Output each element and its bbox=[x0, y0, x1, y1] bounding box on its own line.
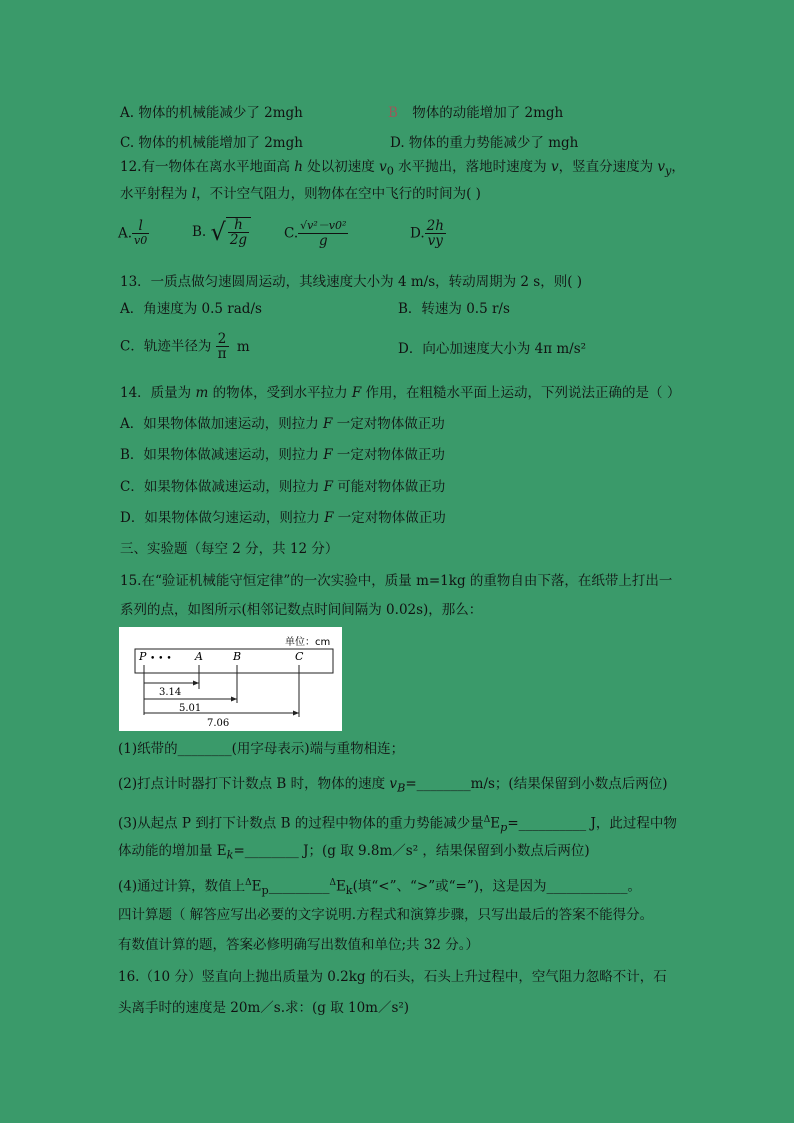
q14-text: 作用，在粗糙水平面上运动，下列说法正确的是（ ） bbox=[361, 385, 681, 401]
sqrt-sign-icon: √ bbox=[300, 219, 308, 232]
arrowhead-icon bbox=[231, 697, 237, 702]
q14-var-f: F bbox=[323, 447, 333, 463]
q15-part-1: (1)纸带的________(用字母表示)端与重物相连； bbox=[118, 741, 405, 757]
paper-tape-diagram bbox=[119, 627, 342, 731]
q14-text: C．如果物体做减速运动，则拉力 bbox=[120, 479, 324, 495]
q15-sub: p bbox=[500, 821, 508, 835]
q15-part-4 bbox=[118, 874, 641, 900]
q15-stem-line1: 15.在“验证机械能守恒定律”的一次实验中，质量 m=1kg 的重物自由下落，在纸带上打出一 bbox=[120, 573, 673, 589]
q15-text: _________ bbox=[268, 878, 330, 895]
q12-option-a-den: v0 bbox=[134, 234, 148, 247]
q14-text: 一定对物体做正功 bbox=[332, 447, 445, 463]
q12-option-c-num: v²－v0² bbox=[307, 219, 347, 232]
q12-var-v0: v bbox=[379, 159, 387, 175]
q13-option-c-unit: m bbox=[236, 338, 250, 355]
q12-text: 处以初速度 bbox=[302, 159, 380, 175]
q15-text: =__________ J，此过程中物 bbox=[507, 815, 677, 832]
q15-sub: p bbox=[261, 884, 269, 898]
q15-text: E bbox=[490, 815, 501, 832]
q12-option-b-num: h bbox=[228, 218, 249, 233]
q12-option-d bbox=[410, 219, 446, 248]
q12-stem-line2 bbox=[120, 185, 481, 203]
q14-var-f: F bbox=[323, 479, 333, 495]
distance-pb: 5.01 bbox=[179, 703, 202, 714]
q12-option-c bbox=[284, 219, 348, 248]
q12-option-a-num: l bbox=[132, 219, 149, 234]
distance-pc: 7.06 bbox=[207, 718, 230, 729]
q12-text: 水平射程为 bbox=[120, 186, 192, 202]
q13-stem: 13．一质点做匀速圆周运动，其线速度大小为 4 m/s，转动周期为 2 s，则( ) bbox=[120, 274, 583, 290]
q15-text: (4)通过计算，数值上 bbox=[118, 878, 246, 895]
point-label-c: C bbox=[295, 650, 304, 663]
q12-text: ，不计空气阻力，则物体在空中飞行的时间为( ) bbox=[196, 186, 481, 202]
q15-text: (填“<”、“>”或“=”)，这是因为____________。 bbox=[352, 878, 642, 895]
q12-option-d-den: vy bbox=[427, 233, 443, 249]
intermediate-dots: • • • bbox=[150, 654, 172, 664]
q12-var-v: v bbox=[550, 159, 559, 175]
q14-text: 14．质量为 bbox=[120, 385, 196, 401]
q14-option-a bbox=[120, 415, 445, 433]
q13-option-a: A．角速度为 0.5 rad/s bbox=[120, 301, 262, 317]
q15-text: E bbox=[335, 878, 346, 895]
q13-option-b: B．转速为 0.5 r/s bbox=[398, 301, 510, 317]
q15-part-3-line2 bbox=[118, 842, 590, 865]
q14-text: D．如果物体做匀速运动，则拉力 bbox=[120, 510, 325, 526]
q15-part-3-line1 bbox=[118, 811, 677, 837]
q14-text: A．如果物体做加速运动，则拉力 bbox=[120, 416, 324, 432]
point-label-b: B bbox=[233, 650, 242, 663]
q14-var-f: F bbox=[351, 385, 362, 401]
distance-pa: 3.14 bbox=[159, 687, 182, 698]
q15-text: =________m/s；(结果保留到小数点后两位) bbox=[405, 776, 668, 792]
q13-option-c bbox=[120, 332, 250, 361]
q12-option-d-num: 2h bbox=[426, 218, 444, 234]
q12-var-h: h bbox=[294, 159, 303, 175]
q14-text: 的物体，受到水平拉力 bbox=[208, 385, 352, 401]
q12-option-c-den: g bbox=[318, 233, 328, 249]
q12-option-a-label: A. bbox=[118, 225, 133, 242]
q15-text: E bbox=[251, 878, 262, 895]
q12-var-vy: v bbox=[657, 159, 666, 175]
q16-stem-line1: 16.（10 分）竖直向上抛出质量为 0.2kg 的石头，石头上升过程中，空气阻力忽略不计，石 bbox=[118, 969, 667, 985]
q11-option-d: D. 物体的重力势能减少了 mgh bbox=[390, 135, 579, 151]
q15-stem-line2: 系列的点，如图所示(相邻记数点时间间隔为 0.02s)，那么： bbox=[120, 602, 483, 618]
q12-option-a bbox=[118, 219, 149, 248]
q12-option-c-label: C. bbox=[284, 225, 299, 242]
q12-text: ，竖直分速度为 bbox=[558, 159, 658, 175]
q12-stem-line1 bbox=[120, 158, 685, 181]
delta-icon: Δ bbox=[483, 815, 491, 825]
q12-text: 12.有一物体在离水平地面高 bbox=[120, 159, 295, 175]
delta-icon: Δ bbox=[329, 878, 336, 888]
q15-sub: k bbox=[345, 884, 353, 898]
q13-option-c-text: C．轨迹半径为 bbox=[120, 338, 212, 355]
paper-tape-figure bbox=[119, 627, 342, 731]
q15-var-vb: v bbox=[389, 776, 398, 792]
q15-text: (3)从起点 P 到打下计数点 B 的过程中物体的重力势能减少量 bbox=[118, 815, 484, 832]
q15-text: =________ J；(g 取 9.8m／s² ，结果保留到小数点后两位) bbox=[233, 843, 590, 859]
q15-text: (2)打点计时器打下计数点 B 时，物体的速度 bbox=[118, 776, 390, 792]
q14-var-m: m bbox=[195, 385, 209, 401]
section-3-heading: 三、实验题（每空 2 分，共 12 分） bbox=[120, 541, 339, 557]
q11-option-a: A. 物体的机械能减少了 2mgh bbox=[120, 105, 303, 121]
q14-option-b bbox=[120, 446, 445, 464]
q12-text: ， bbox=[671, 159, 685, 175]
q13-option-c-den: π bbox=[217, 346, 227, 362]
q14-text: 一定对物体做正功 bbox=[332, 416, 445, 432]
q11-option-b bbox=[388, 104, 563, 122]
q16-stem-line2: 头离手时的速度是 20m／s.求：(g 取 10m／s²) bbox=[118, 1000, 410, 1016]
q12-text: 水平抛出，落地时速度为 bbox=[393, 159, 551, 175]
sqrt-sign-icon: √ bbox=[210, 218, 226, 246]
q15-part-2 bbox=[118, 775, 667, 798]
q12-option-b-label: B. bbox=[192, 224, 207, 240]
q11-option-b-letter: B bbox=[388, 105, 398, 121]
arrowhead-icon bbox=[193, 681, 199, 686]
q14-text: 可能对物体做正功 bbox=[333, 479, 446, 495]
q12-option-b-den: 2g bbox=[229, 232, 248, 248]
q14-var-f: F bbox=[324, 510, 334, 526]
arrowhead-icon bbox=[293, 711, 299, 716]
q12-var-l: l bbox=[191, 186, 197, 202]
section-4-heading-line1: 四计算题（ 解答应写出必要的文字说明.方程式和演算步骤，只写出最后的答案不能得分。 bbox=[118, 907, 654, 923]
section-4-heading-line2: 有数值计算的题，答案必修明确写出数值和单位;共 32 分。） bbox=[118, 937, 480, 953]
q15-var-vb-sub: B bbox=[397, 781, 406, 795]
q14-option-c bbox=[120, 478, 445, 496]
q15-sub: k bbox=[226, 848, 234, 862]
figure-unit-label: 单位：cm bbox=[285, 637, 331, 648]
q11-option-c: C. 物体的机械能增加了 2mgh bbox=[120, 135, 303, 151]
delta-icon: Δ bbox=[245, 878, 252, 888]
q13-option-c-num: 2 bbox=[216, 332, 229, 347]
q14-stem bbox=[120, 384, 680, 402]
q14-text: 一定对物体做正功 bbox=[333, 510, 446, 526]
q14-text: B．如果物体做减速运动，则拉力 bbox=[120, 447, 324, 463]
q15-text: 体动能的增加量 E bbox=[118, 843, 227, 859]
point-label-a: A bbox=[195, 650, 203, 663]
q12-option-b bbox=[192, 217, 251, 247]
q12-var-v0-sub: 0 bbox=[386, 164, 394, 178]
q12-option-d-label: D. bbox=[410, 225, 425, 242]
q14-option-d bbox=[120, 509, 446, 527]
q11-option-b-text: 物体的动能增加了 2mgh bbox=[412, 105, 564, 121]
point-label-p: P bbox=[139, 650, 147, 663]
q13-option-d: D．向心加速度大小为 4π m/s² bbox=[398, 341, 587, 357]
q14-var-f: F bbox=[323, 416, 333, 432]
q12-var-vy-sub: y bbox=[665, 164, 672, 178]
